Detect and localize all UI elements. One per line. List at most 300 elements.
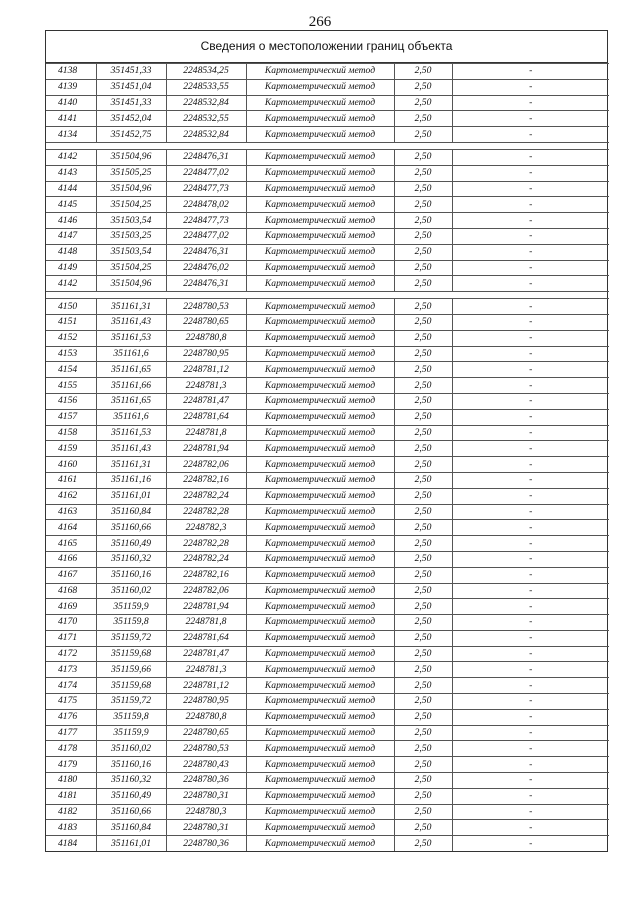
accuracy-cell: 2,50 [394,788,452,804]
description-cell: - [452,346,609,362]
method-cell: Картометрический метод [246,409,394,425]
x-coordinate-cell: 351503,25 [96,228,166,244]
description-cell: - [452,64,609,80]
x-coordinate-cell: 351161,66 [96,378,166,394]
y-coordinate-cell: 2248781,64 [166,630,246,646]
point-number-cell: 4172 [46,646,96,662]
description-cell: - [452,181,609,197]
x-coordinate-cell: 351160,49 [96,788,166,804]
accuracy-cell: 2,50 [394,79,452,95]
table-row [46,615,609,631]
accuracy-cell: 2,50 [394,536,452,552]
description-cell: - [452,646,609,662]
table-row [46,551,609,567]
x-coordinate-cell: 351503,54 [96,213,166,229]
point-number-cell: 4180 [46,773,96,789]
accuracy-cell: 2,50 [394,694,452,710]
table-row [46,127,609,143]
description-cell: - [452,599,609,615]
point-number-cell: 4155 [46,378,96,394]
description-cell: - [452,362,609,378]
x-coordinate-cell: 351160,32 [96,551,166,567]
table-row [46,149,609,165]
table-row [46,520,609,536]
y-coordinate-cell: 2248781,47 [166,393,246,409]
x-coordinate-cell: 351160,16 [96,567,166,583]
description-cell: - [452,457,609,473]
table-row [46,773,609,789]
method-cell: Картометрический метод [246,773,394,789]
y-coordinate-cell: 2248781,47 [166,646,246,662]
y-coordinate-cell: 2248476,31 [166,276,246,292]
description-cell: - [452,709,609,725]
coordinates-table [46,63,609,851]
table-row [46,79,609,95]
y-coordinate-cell: 2248782,16 [166,567,246,583]
accuracy-cell: 2,50 [394,111,452,127]
table-row [46,820,609,836]
table-row [46,213,609,229]
method-cell: Картометрический метод [246,330,394,346]
point-number-cell: 4167 [46,567,96,583]
description-cell: - [452,111,609,127]
x-coordinate-cell: 351505,25 [96,165,166,181]
method-cell: Картометрический метод [246,630,394,646]
group-spacer-row [46,292,609,299]
point-number-cell: 4152 [46,330,96,346]
y-coordinate-cell: 2248780,53 [166,299,246,315]
x-coordinate-cell: 351159,66 [96,662,166,678]
y-coordinate-cell: 2248477,73 [166,181,246,197]
description-cell: - [452,678,609,694]
accuracy-cell: 2,50 [394,472,452,488]
y-coordinate-cell: 2248477,02 [166,165,246,181]
point-number-cell: 4145 [46,197,96,213]
x-coordinate-cell: 351161,16 [96,472,166,488]
x-coordinate-cell: 351161,53 [96,330,166,346]
point-number-cell: 4184 [46,836,96,851]
y-coordinate-cell: 2248782,24 [166,488,246,504]
x-coordinate-cell: 351161,01 [96,488,166,504]
x-coordinate-cell: 351161,65 [96,362,166,378]
x-coordinate-cell: 351160,16 [96,757,166,773]
x-coordinate-cell: 351161,01 [96,836,166,851]
y-coordinate-cell: 2248780,31 [166,820,246,836]
accuracy-cell: 2,50 [394,488,452,504]
table-title: Сведения о местоположении границ объекта [46,31,607,63]
accuracy-cell: 2,50 [394,662,452,678]
y-coordinate-cell: 2248781,94 [166,599,246,615]
method-cell: Картометрический метод [246,551,394,567]
method-cell: Картометрический метод [246,804,394,820]
y-coordinate-cell: 2248782,28 [166,504,246,520]
table-row [46,536,609,552]
method-cell: Картометрический метод [246,299,394,315]
table-row [46,804,609,820]
point-number-cell: 4165 [46,536,96,552]
point-number-cell: 4154 [46,362,96,378]
point-number-cell: 4163 [46,504,96,520]
x-coordinate-cell: 351451,33 [96,95,166,111]
point-number-cell: 4162 [46,488,96,504]
point-number-cell: 4141 [46,111,96,127]
point-number-cell: 4169 [46,599,96,615]
y-coordinate-cell: 2248782,3 [166,520,246,536]
method-cell: Картометрический метод [246,165,394,181]
x-coordinate-cell: 351159,9 [96,599,166,615]
method-cell: Картометрический метод [246,536,394,552]
point-number-cell: 4140 [46,95,96,111]
point-number-cell: 4134 [46,127,96,143]
point-number-cell: 4164 [46,520,96,536]
description-cell: - [452,504,609,520]
point-number-cell: 4173 [46,662,96,678]
group-spacer-row [46,142,609,149]
x-coordinate-cell: 351160,84 [96,504,166,520]
table-row [46,836,609,851]
y-coordinate-cell: 2248782,06 [166,457,246,473]
x-coordinate-cell: 351159,8 [96,615,166,631]
point-number-cell: 4153 [46,346,96,362]
method-cell: Картометрический метод [246,228,394,244]
y-coordinate-cell: 2248780,36 [166,836,246,851]
x-coordinate-cell: 351161,43 [96,441,166,457]
y-coordinate-cell: 2248780,65 [166,314,246,330]
description-cell: - [452,299,609,315]
y-coordinate-cell: 2248478,02 [166,197,246,213]
method-cell: Картометрический метод [246,314,394,330]
accuracy-cell: 2,50 [394,757,452,773]
accuracy-cell: 2,50 [394,276,452,292]
x-coordinate-cell: 351451,04 [96,79,166,95]
table-row [46,299,609,315]
description-cell: - [452,662,609,678]
y-coordinate-cell: 2248781,3 [166,662,246,678]
method-cell: Картометрический метод [246,472,394,488]
accuracy-cell: 2,50 [394,741,452,757]
table-row [46,472,609,488]
point-number-cell: 4179 [46,757,96,773]
y-coordinate-cell: 2248782,28 [166,536,246,552]
description-cell: - [452,197,609,213]
method-cell: Картометрический метод [246,378,394,394]
y-coordinate-cell: 2248476,31 [166,149,246,165]
description-cell: - [452,567,609,583]
table-row [46,260,609,276]
y-coordinate-cell: 2248781,64 [166,409,246,425]
point-number-cell: 4168 [46,583,96,599]
accuracy-cell: 2,50 [394,409,452,425]
point-number-cell: 4144 [46,181,96,197]
x-coordinate-cell: 351160,84 [96,820,166,836]
description-cell: - [452,630,609,646]
y-coordinate-cell: 2248781,8 [166,425,246,441]
boundary-table-frame [45,30,608,852]
accuracy-cell: 2,50 [394,551,452,567]
description-cell: - [452,244,609,260]
point-number-cell: 4170 [46,615,96,631]
table-row [46,362,609,378]
description-cell: - [452,520,609,536]
point-number-cell: 4171 [46,630,96,646]
description-cell: - [452,330,609,346]
y-coordinate-cell: 2248780,43 [166,757,246,773]
point-number-cell: 4181 [46,788,96,804]
description-cell: - [452,165,609,181]
accuracy-cell: 2,50 [394,520,452,536]
accuracy-cell: 2,50 [394,149,452,165]
y-coordinate-cell: 2248781,12 [166,362,246,378]
method-cell: Картометрический метод [246,678,394,694]
accuracy-cell: 2,50 [394,583,452,599]
description-cell: - [452,488,609,504]
y-coordinate-cell: 2248780,53 [166,741,246,757]
method-cell: Картометрический метод [246,346,394,362]
description-cell: - [452,773,609,789]
description-cell: - [452,393,609,409]
table-row [46,662,609,678]
accuracy-cell: 2,50 [394,425,452,441]
y-coordinate-cell: 2248533,55 [166,79,246,95]
page-number: 266 [308,14,332,30]
x-coordinate-cell: 351161,65 [96,393,166,409]
y-coordinate-cell: 2248476,02 [166,260,246,276]
table-row [46,646,609,662]
method-cell: Картометрический метод [246,788,394,804]
x-coordinate-cell: 351452,04 [96,111,166,127]
point-number-cell: 4157 [46,409,96,425]
table-row [46,757,609,773]
method-cell: Картометрический метод [246,441,394,457]
y-coordinate-cell: 2248477,02 [166,228,246,244]
x-coordinate-cell: 351504,96 [96,276,166,292]
table-row [46,276,609,292]
point-number-cell: 4182 [46,804,96,820]
accuracy-cell: 2,50 [394,457,452,473]
table-row [46,425,609,441]
table-row [46,244,609,260]
description-cell: - [452,95,609,111]
accuracy-cell: 2,50 [394,773,452,789]
accuracy-cell: 2,50 [394,646,452,662]
y-coordinate-cell: 2248532,55 [166,111,246,127]
method-cell: Картометрический метод [246,362,394,378]
point-number-cell: 4149 [46,260,96,276]
method-cell: Картометрический метод [246,127,394,143]
method-cell: Картометрический метод [246,213,394,229]
x-coordinate-cell: 351504,25 [96,197,166,213]
method-cell: Картометрический метод [246,244,394,260]
description-cell: - [452,213,609,229]
y-coordinate-cell: 2248781,94 [166,441,246,457]
table-row [46,457,609,473]
method-cell: Картометрический метод [246,181,394,197]
x-coordinate-cell: 351504,96 [96,149,166,165]
method-cell: Картометрический метод [246,646,394,662]
accuracy-cell: 2,50 [394,299,452,315]
accuracy-cell: 2,50 [394,165,452,181]
point-number-cell: 4150 [46,299,96,315]
point-number-cell: 4174 [46,678,96,694]
description-cell: - [452,741,609,757]
method-cell: Картометрический метод [246,757,394,773]
method-cell: Картометрический метод [246,488,394,504]
method-cell: Картометрический метод [246,393,394,409]
method-cell: Картометрический метод [246,197,394,213]
method-cell: Картометрический метод [246,741,394,757]
accuracy-cell: 2,50 [394,836,452,851]
method-cell: Картометрический метод [246,79,394,95]
method-cell: Картометрический метод [246,64,394,80]
accuracy-cell: 2,50 [394,64,452,80]
x-coordinate-cell: 351159,8 [96,709,166,725]
description-cell: - [452,378,609,394]
point-number-cell: 4166 [46,551,96,567]
table-row [46,678,609,694]
description-cell: - [452,757,609,773]
accuracy-cell: 2,50 [394,260,452,276]
method-cell: Картометрический метод [246,725,394,741]
point-number-cell: 4146 [46,213,96,229]
table-row [46,393,609,409]
accuracy-cell: 2,50 [394,504,452,520]
point-number-cell: 4142 [46,276,96,292]
table-row [46,95,609,111]
method-cell: Картометрический метод [246,276,394,292]
method-cell: Картометрический метод [246,836,394,851]
point-number-cell: 4177 [46,725,96,741]
x-coordinate-cell: 351160,66 [96,804,166,820]
point-number-cell: 4160 [46,457,96,473]
point-number-cell: 4151 [46,314,96,330]
table-row [46,441,609,457]
accuracy-cell: 2,50 [394,346,452,362]
y-coordinate-cell: 2248782,06 [166,583,246,599]
point-number-cell: 4178 [46,741,96,757]
spacer-cell [46,292,609,299]
accuracy-cell: 2,50 [394,567,452,583]
point-number-cell: 4138 [46,64,96,80]
point-number-cell: 4156 [46,393,96,409]
accuracy-cell: 2,50 [394,725,452,741]
description-cell: - [452,127,609,143]
y-coordinate-cell: 2248780,65 [166,725,246,741]
x-coordinate-cell: 351159,72 [96,694,166,710]
table-row [46,378,609,394]
method-cell: Картометрический метод [246,820,394,836]
y-coordinate-cell: 2248781,8 [166,615,246,631]
y-coordinate-cell: 2248532,84 [166,127,246,143]
x-coordinate-cell: 351160,49 [96,536,166,552]
method-cell: Картометрический метод [246,709,394,725]
accuracy-cell: 2,50 [394,709,452,725]
method-cell: Картометрический метод [246,662,394,678]
method-cell: Картометрический метод [246,95,394,111]
accuracy-cell: 2,50 [394,197,452,213]
table-row [46,346,609,362]
accuracy-cell: 2,50 [394,95,452,111]
point-number-cell: 4161 [46,472,96,488]
y-coordinate-cell: 2248782,16 [166,472,246,488]
table-row [46,409,609,425]
accuracy-cell: 2,50 [394,615,452,631]
table-row [46,64,609,80]
point-number-cell: 4143 [46,165,96,181]
x-coordinate-cell: 351160,02 [96,741,166,757]
accuracy-cell: 2,50 [394,378,452,394]
description-cell: - [452,615,609,631]
method-cell: Картометрический метод [246,260,394,276]
point-number-cell: 4147 [46,228,96,244]
point-number-cell: 4176 [46,709,96,725]
accuracy-cell: 2,50 [394,393,452,409]
table-row [46,583,609,599]
point-number-cell: 4158 [46,425,96,441]
description-cell: - [452,228,609,244]
description-cell: - [452,409,609,425]
y-coordinate-cell: 2248782,24 [166,551,246,567]
x-coordinate-cell: 351159,68 [96,678,166,694]
x-coordinate-cell: 351160,66 [96,520,166,536]
accuracy-cell: 2,50 [394,804,452,820]
accuracy-cell: 2,50 [394,314,452,330]
description-cell: - [452,314,609,330]
y-coordinate-cell: 2248476,31 [166,244,246,260]
table-row [46,504,609,520]
accuracy-cell: 2,50 [394,228,452,244]
x-coordinate-cell: 351159,9 [96,725,166,741]
y-coordinate-cell: 2248534,25 [166,64,246,80]
accuracy-cell: 2,50 [394,330,452,346]
table-row [46,330,609,346]
x-coordinate-cell: 351504,25 [96,260,166,276]
y-coordinate-cell: 2248780,95 [166,346,246,362]
accuracy-cell: 2,50 [394,441,452,457]
method-cell: Картометрический метод [246,504,394,520]
description-cell: - [452,472,609,488]
method-cell: Картометрический метод [246,599,394,615]
accuracy-cell: 2,50 [394,599,452,615]
x-coordinate-cell: 351161,43 [96,314,166,330]
point-number-cell: 4175 [46,694,96,710]
y-coordinate-cell: 2248780,31 [166,788,246,804]
x-coordinate-cell: 351160,32 [96,773,166,789]
spacer-cell [46,142,609,149]
method-cell: Картометрический метод [246,520,394,536]
table-row [46,111,609,127]
accuracy-cell: 2,50 [394,630,452,646]
accuracy-cell: 2,50 [394,244,452,260]
y-coordinate-cell: 2248477,73 [166,213,246,229]
x-coordinate-cell: 351161,31 [96,299,166,315]
table-row [46,788,609,804]
x-coordinate-cell: 351452,75 [96,127,166,143]
y-coordinate-cell: 2248780,8 [166,330,246,346]
table-row [46,228,609,244]
x-coordinate-cell: 351503,54 [96,244,166,260]
description-cell: - [452,276,609,292]
description-cell: - [452,694,609,710]
accuracy-cell: 2,50 [394,181,452,197]
accuracy-cell: 2,50 [394,820,452,836]
table-row [46,567,609,583]
description-cell: - [452,804,609,820]
y-coordinate-cell: 2248532,84 [166,95,246,111]
x-coordinate-cell: 351161,31 [96,457,166,473]
method-cell: Картометрический метод [246,583,394,599]
point-number-cell: 4148 [46,244,96,260]
description-cell: - [452,836,609,851]
